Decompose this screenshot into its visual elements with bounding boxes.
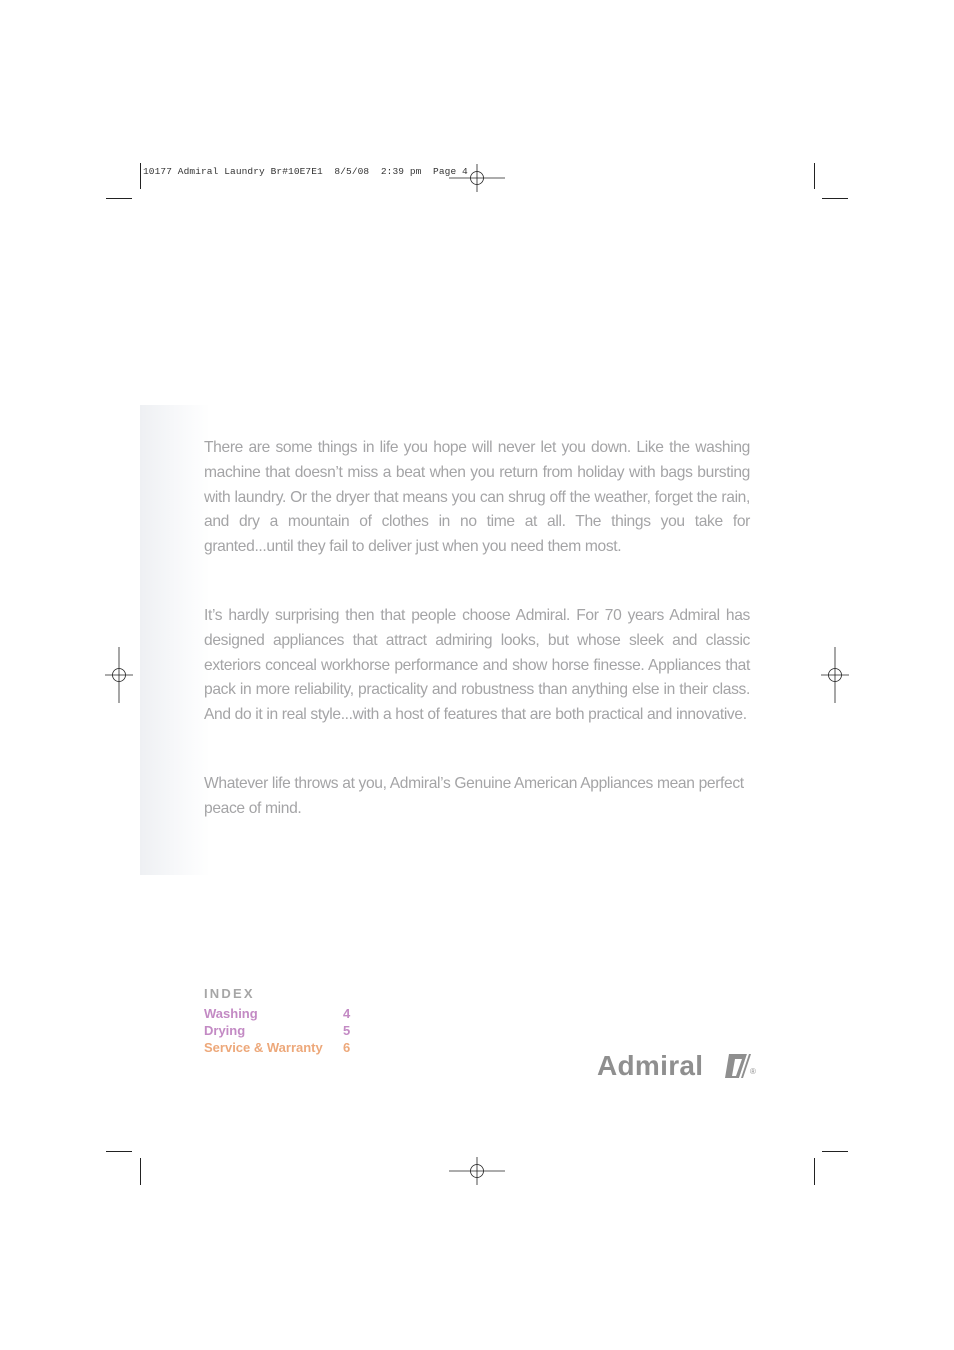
index-entry-label: Drying bbox=[204, 1023, 246, 1038]
index-title: INDEX bbox=[204, 986, 255, 1001]
index-section bbox=[204, 986, 352, 1056]
index-entry-label: Washing bbox=[204, 1006, 258, 1021]
index-entry-washing[interactable] bbox=[204, 1005, 352, 1022]
registration-mark-right bbox=[821, 647, 849, 703]
index-entry-service-warranty[interactable] bbox=[204, 1039, 352, 1056]
logo-wordmark: Admiral bbox=[597, 1050, 704, 1081]
paragraph: There are some things in life you hope will never let you down. Like the washing machine that doesn’t miss a beat when you return from holiday with bags bursting with laundry. Or the dryer that means you can shrug off the weather, forget the rain, and dry a mountain of clothes in no time at all. The things you take for granted...until they fail to deliver just when you need them most. bbox=[204, 439, 750, 556]
index-entry-page: 5 bbox=[343, 1023, 351, 1038]
registration-mark-top bbox=[449, 164, 505, 192]
index-entry-page: 4 bbox=[343, 1006, 351, 1021]
page-edge-shadow bbox=[140, 405, 210, 875]
registration-mark-left bbox=[105, 647, 133, 703]
index-entry-drying[interactable] bbox=[204, 1022, 352, 1039]
index-entry-page: 6 bbox=[343, 1040, 351, 1055]
paragraph: Whatever life throws at you, Admiral’s Genuine American Appliances mean perfect peace of mind. bbox=[204, 774, 744, 817]
body-copy bbox=[204, 436, 750, 866]
registration-mark-bottom bbox=[449, 1157, 505, 1185]
index-entry-label: Service & Warranty bbox=[204, 1040, 323, 1055]
printer-slug-line: 10177 Admiral Laundry Br#10E7E1 8/5/08 2:39 pm Page 4 bbox=[143, 166, 468, 177]
paragraph: It’s hardly surprising then that people choose Admiral. For 70 years Admiral has designed appliances that attract admiring looks, but whose sleek and classic exteriors conceal workhorse performance and show horse finesse. Appliances that pack in more reliability, practicality and robustness than anything else in their class. And do it in real style...with a host of features that are both practical and innovative. bbox=[204, 606, 750, 724]
registered-mark: ® bbox=[750, 1067, 756, 1076]
